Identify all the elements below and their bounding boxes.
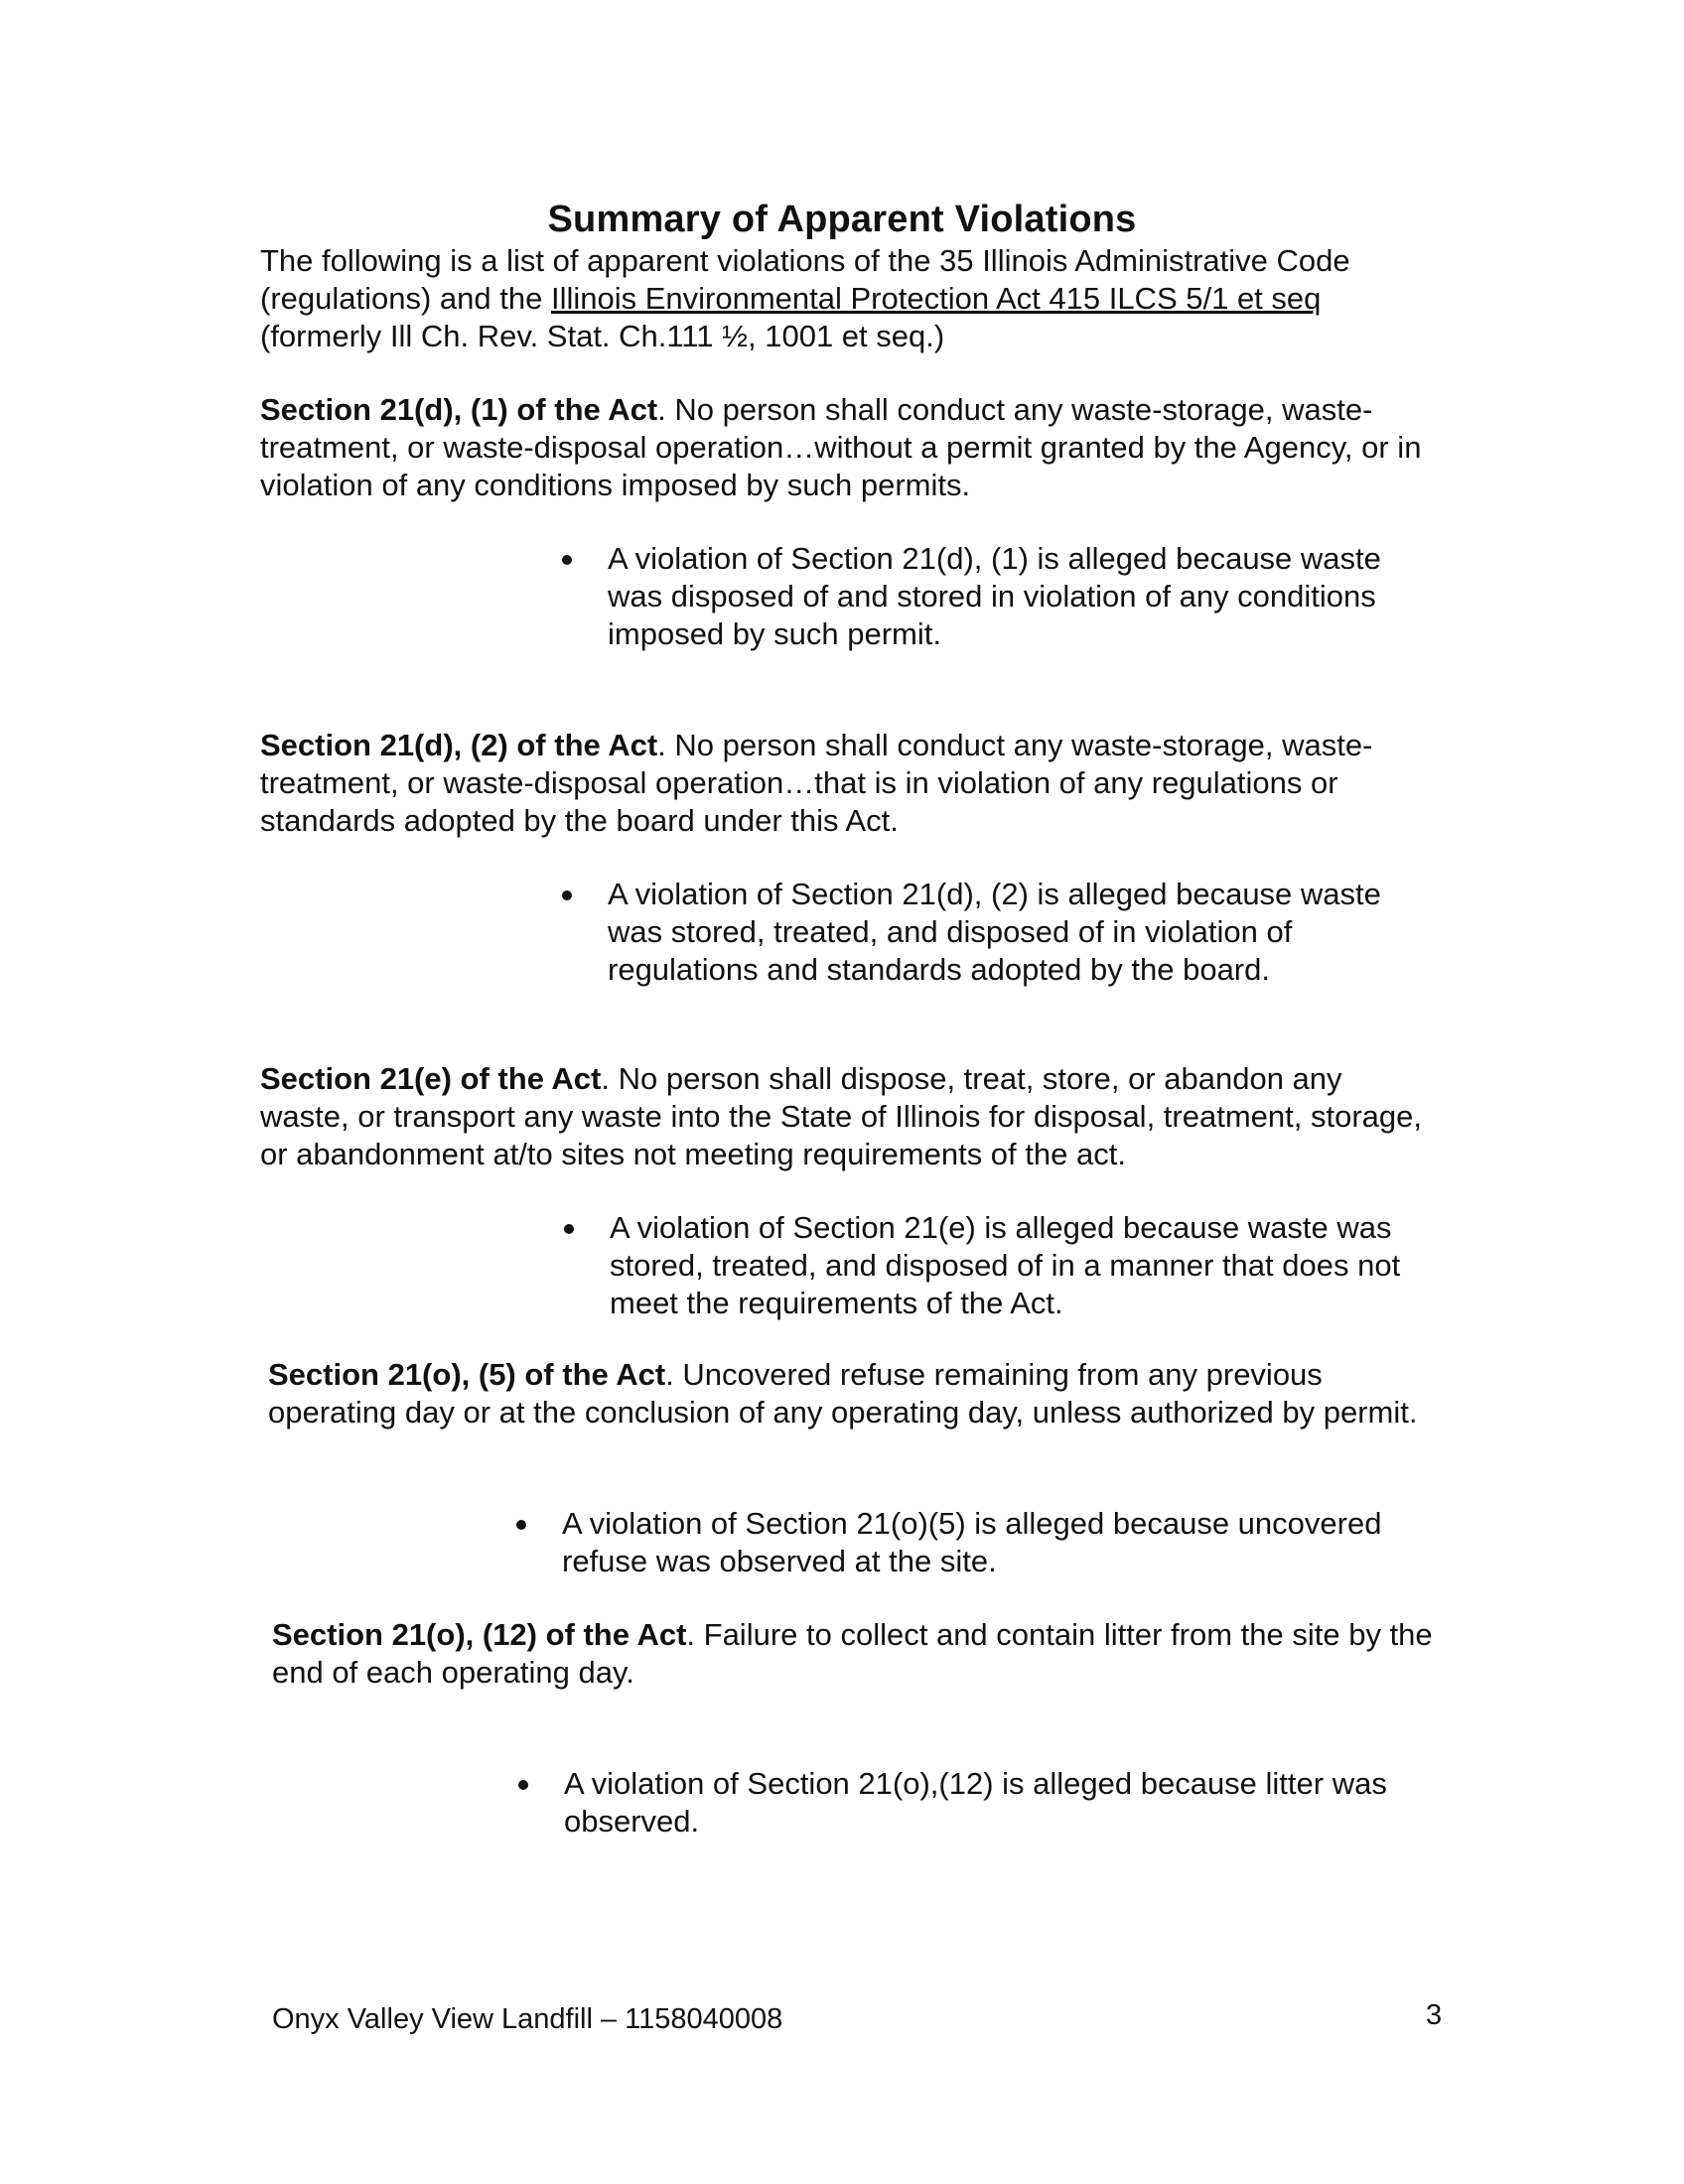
page-title: Summary of Apparent Violations — [547, 199, 1137, 240]
footer-site-label: Onyx Valley View Landfill – 1158040008 — [272, 2003, 783, 2035]
section-21o12 — [272, 1616, 1444, 1692]
section-body: . Failure to collect and contain litter from the site by the end of each operating day. — [272, 1617, 1433, 1690]
bullet-text: A violation of Section 21(o)(5) is alleged because uncovered refuse was observed at the site. — [562, 1506, 1382, 1578]
bullet-item — [514, 1505, 1388, 1580]
section-heading: Section 21(e) of the Act — [260, 1061, 602, 1096]
intro-paragraph — [260, 242, 1432, 355]
section-21e — [260, 1060, 1432, 1173]
intro-text-after: (formerly Ill Ch. Rev. Stat. Ch.111 ½, 1001 et seq.) — [260, 319, 945, 353]
section-21o5 — [268, 1356, 1440, 1432]
section-heading: Section 21(d), (2) of the Act — [260, 728, 658, 762]
section-body: . No person shall conduct any waste-storage, waste-treatment, or waste-disposal operation…without a permit granted by the Agency, or in violation of any conditions imposed by such permits. — [260, 392, 1422, 502]
intro-text-before: The following is a list of apparent violations of the 35 Illinois Administrative Code (regulations) and the — [260, 243, 1350, 316]
act-link[interactable]: Illinois Environmental Protection Act 415 ILCS 5/1 et seq — [550, 281, 1322, 316]
bullet-text: A violation of Section 21(d), (1) is alleged because waste was disposed of and stored in violation of any conditions imposed by such permit. — [608, 541, 1381, 651]
section-body: . Uncovered refuse remaining from any previous operating day or at the conclusion of any operating day, unless authorized by permit. — [268, 1357, 1418, 1430]
section-21d1 — [260, 391, 1432, 504]
bullet-text: A violation of Section 21(e) is alleged because waste was stored, treated, and disposed of in a manner that does not meet the requirements of the Act. — [610, 1210, 1401, 1320]
section-heading: Section 21(o), (5) of the Act — [268, 1357, 666, 1392]
bullet-text: A violation of Section 21(d), (2) is alleged because waste was stored, treated, and disposed of in violation of regulations and standards adopted by the board. — [608, 877, 1381, 987]
bullet-text: A violation of Section 21(o),(12) is alleged because litter was observed. — [564, 1766, 1387, 1839]
section-body: . No person shall dispose, treat, store, or abandon any waste, or transport any waste into the State of Illinois for disposal, treatment, storage, or abandonment at/to sites not meeting requirements of the act. — [260, 1061, 1422, 1171]
bullet-item — [562, 1209, 1436, 1322]
section-body: . No person shall conduct any waste-storage, waste-treatment, or waste-disposal operation…that is in violation of any regulations or standards adopted by the board under this Act. — [260, 728, 1373, 838]
page-number: 3 — [1426, 1999, 1443, 2031]
bullet-item — [560, 540, 1434, 653]
section-21d2 — [260, 727, 1432, 840]
bullet-item — [560, 876, 1434, 989]
section-heading: Section 21(o), (12) of the Act — [272, 1617, 687, 1652]
bullet-item — [516, 1765, 1390, 1841]
section-heading: Section 21(d), (1) of the Act — [260, 392, 658, 427]
